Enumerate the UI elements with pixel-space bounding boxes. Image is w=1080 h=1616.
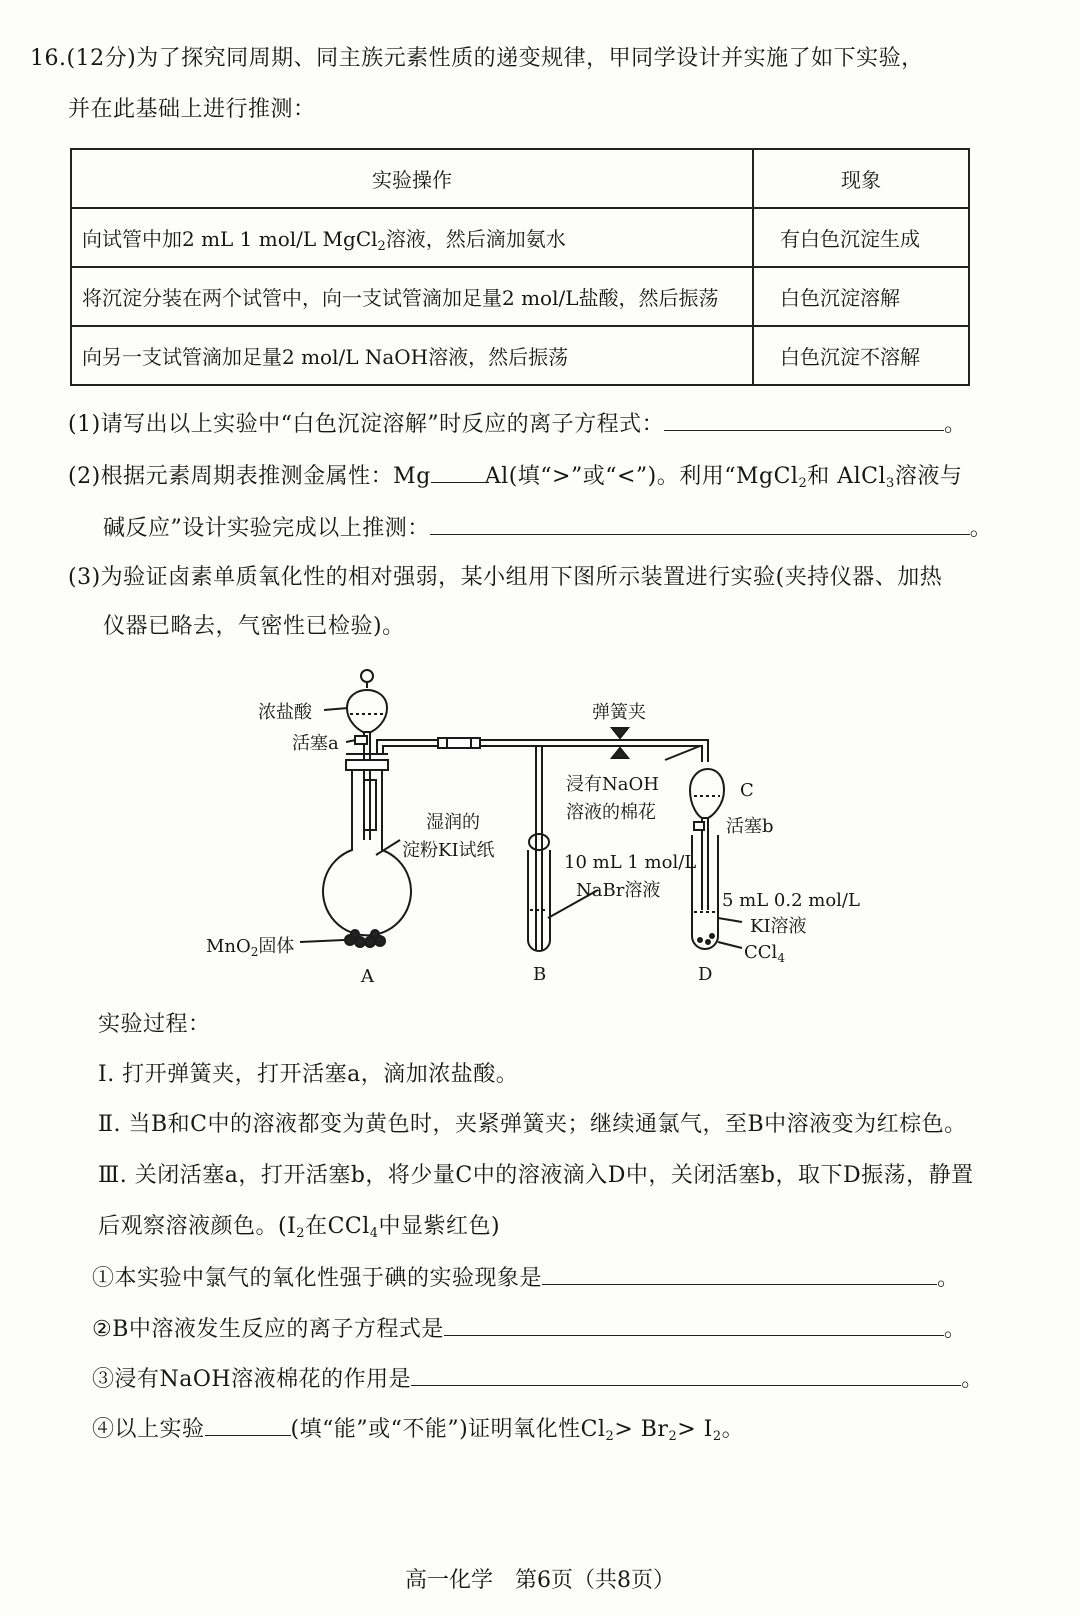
funnel-stopper — [361, 670, 373, 682]
step-3-line2: 后观察溶液颜色。($I_2$在CCl$_4$中显紫红色) — [98, 1214, 501, 1241]
header-operation: 实验操作 — [71, 149, 753, 208]
question-intro: 为了探究同周期、同主族元素性质的递变规律，甲同学设计并实施了如下实验， — [136, 46, 924, 71]
table-row — [71, 208, 969, 267]
experiment-table — [70, 148, 970, 386]
operation-cell: 向试管中加2 mL 1 mol/L MgCl$_2$溶液，然后滴加氨水 — [71, 208, 753, 267]
sub-question-3: ③浸有NaOH溶液棉花的作用是 。 — [92, 1363, 984, 1395]
label-wet-paper-1: 湿润的 — [426, 812, 480, 833]
label-mno2: MnO$_2$固体 — [206, 936, 295, 959]
label-a: A — [361, 966, 374, 987]
phenomenon-cell: 白色沉淀溶解 — [753, 267, 969, 326]
sub-question-1: ①本实验中氯气的氧化性强于碘的实验现象是 。 — [92, 1262, 960, 1294]
process-title: 实验过程： — [98, 1012, 211, 1037]
label-b: B — [533, 964, 547, 985]
step-2: Ⅱ. 当B和C中的溶液都变为黄色时，夹紧弹簧夹；继续通氯气，至B中溶液变为红棕色。 — [98, 1112, 967, 1137]
label-d: D — [698, 964, 713, 985]
label-ki-2: KI溶液 — [750, 916, 807, 937]
table-row — [71, 326, 969, 385]
label-nabr-2: NaBr溶液 — [576, 880, 661, 901]
question-intro-line2: 并在此基础上进行推测： — [68, 97, 316, 122]
phenomenon-cell: 白色沉淀不溶解 — [753, 326, 969, 385]
dropping-funnel-c — [690, 769, 724, 818]
answer-blank-1[interactable] — [664, 408, 944, 431]
operation-cell: 将沉淀分装在两个试管中，向一支试管滴加足量2 mol/L盐酸，然后振荡 — [71, 267, 753, 326]
operation-cell: 向另一支试管滴加足量2 mol/L NaOH溶液，然后振荡 — [71, 326, 753, 385]
label-cotton-2: 溶液的棉花 — [566, 802, 656, 823]
question-points: (12分) — [66, 46, 137, 71]
page-footer: 高一化学 第6页（共8页） — [405, 1568, 675, 1593]
question-1: (1)请写出以上实验中“白色沉淀溶解”时反应的离子方程式： 。 — [68, 408, 967, 440]
question-3-line1: (3)为验证卤素单质氧化性的相对强弱，某小组用下图所示装置进行实验(夹持仪器、加热 — [68, 565, 943, 590]
label-stopcock-b: 活塞b — [726, 816, 774, 837]
spring-clamp — [612, 728, 628, 738]
label-conc-hcl: 浓盐酸 — [258, 702, 312, 723]
answer-blank-2b[interactable] — [430, 512, 970, 535]
answer-blank-3-4[interactable] — [205, 1413, 291, 1436]
sub-question-2: ②B中溶液发生反应的离子方程式是 。 — [92, 1313, 966, 1345]
question-header — [30, 44, 924, 74]
stopcock-b — [694, 822, 704, 830]
question-2-line2: 碱反应”设计实验完成以上推测： 。 — [103, 512, 992, 544]
step-3-line1: Ⅲ. 关闭活塞a，打开活塞b，将少量C中的溶液滴入D中，关闭活塞b，取下D振荡，静置 — [98, 1163, 974, 1188]
question-3-line2: 仪器已略去，气密性已检验)。 — [103, 614, 405, 639]
dropping-funnel-a — [347, 690, 387, 732]
round-bottom-flask — [323, 768, 411, 935]
label-nabr-1: 10 mL 1 mol/L — [564, 852, 697, 873]
step-1: Ⅰ. 打开弹簧夹，打开活塞a，滴加浓盐酸。 — [98, 1062, 519, 1087]
answer-blank-3-2[interactable] — [444, 1313, 944, 1336]
label-wet-paper-2: 淀粉KI试纸 — [402, 840, 495, 861]
answer-blank-3-3[interactable] — [411, 1363, 961, 1386]
question-2: (2)根据元素周期表推测金属性：Mg Al(填“>”或“<”)。利用“MgCl$_2$和 AlCl$_3$溶液与 — [68, 460, 962, 492]
label-stopcock-a: 活塞a — [292, 733, 339, 754]
header-phenomenon: 现象 — [753, 149, 969, 208]
stopcock-a — [355, 736, 367, 744]
label-cotton-1: 浸有NaOH — [566, 774, 659, 795]
answer-blank-3-1[interactable] — [542, 1262, 937, 1285]
question-number: 16. — [30, 46, 67, 71]
label-ccl4: CCl$_4$ — [744, 942, 785, 965]
phenomenon-cell: 有白色沉淀生成 — [753, 208, 969, 267]
label-ki-1: 5 mL 0.2 mol/L — [722, 890, 860, 911]
answer-blank-2a[interactable] — [431, 460, 485, 483]
table-header-row — [71, 149, 969, 208]
table-row — [71, 267, 969, 326]
label-c: C — [740, 780, 754, 801]
test-tube-b — [528, 850, 550, 951]
apparatus-diagram — [0, 650, 1080, 990]
label-clamp: 弹簧夹 — [592, 702, 646, 723]
sub-question-4: ④以上实验 (填“能”或“不能”)证明氧化性$Cl_2> Br_2> I_2$。 — [92, 1413, 744, 1445]
